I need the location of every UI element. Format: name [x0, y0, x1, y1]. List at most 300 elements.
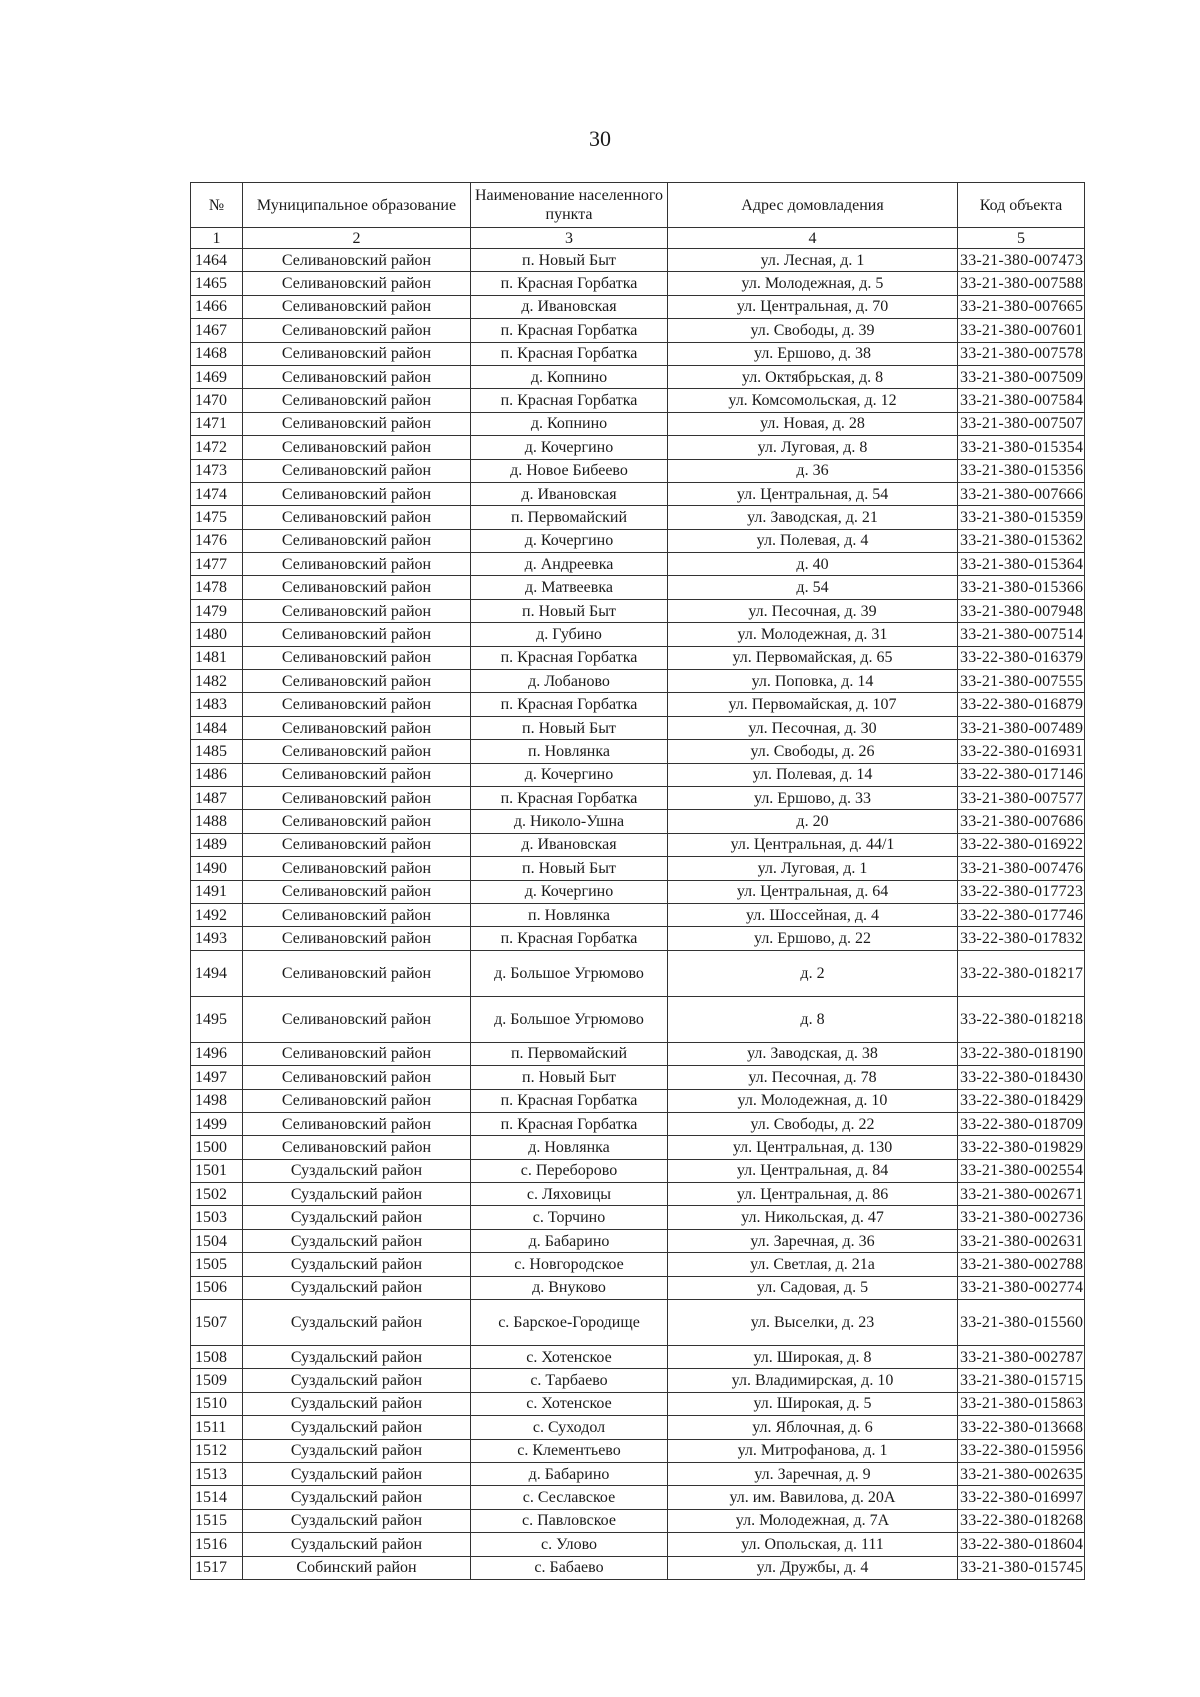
header-settlement: Наименование населенного пункта [471, 183, 668, 228]
object-code-cell: 33-22-380-016997 [958, 1486, 1085, 1509]
settlement-cell: с. Бабаево [471, 1556, 668, 1579]
settlement-cell: д. Бабарино [471, 1229, 668, 1252]
address-cell: ул. Центральная, д. 70 [668, 295, 958, 318]
object-code-cell: 33-22-380-015956 [958, 1439, 1085, 1462]
settlement-cell: д. Копнино [471, 365, 668, 388]
municipality-cell: Селивановский район [243, 576, 471, 599]
municipality-cell: Селивановский район [243, 1066, 471, 1089]
table-row [191, 389, 1085, 412]
municipality-cell: Селивановский район [243, 1136, 471, 1159]
object-code-cell: 33-21-380-015362 [958, 529, 1085, 552]
row-number: 1466 [191, 295, 243, 318]
row-number: 1474 [191, 482, 243, 505]
settlement-cell: д. Внуково [471, 1276, 668, 1299]
object-code-cell: 33-21-380-002774 [958, 1276, 1085, 1299]
municipality-cell: Селивановский район [243, 880, 471, 903]
address-cell: ул. Центральная, д. 44/1 [668, 833, 958, 856]
row-number: 1502 [191, 1183, 243, 1206]
settlement-cell: д. Ивановская [471, 295, 668, 318]
municipality-cell: Селивановский район [243, 342, 471, 365]
row-number: 1499 [191, 1112, 243, 1135]
table-row [191, 833, 1085, 856]
settlement-cell: п. Новый Быт [471, 599, 668, 622]
municipality-cell: Селивановский район [243, 436, 471, 459]
settlement-cell: д. Лобаново [471, 670, 668, 693]
row-number: 1514 [191, 1486, 243, 1509]
address-cell: ул. Ершово, д. 22 [668, 927, 958, 950]
row-number: 1485 [191, 740, 243, 763]
address-cell: ул. Светлая, д. 21а [668, 1253, 958, 1276]
address-cell: ул. Центральная, д. 86 [668, 1183, 958, 1206]
settlement-cell: п. Красная Горбатка [471, 342, 668, 365]
object-code-cell: 33-21-380-002788 [958, 1253, 1085, 1276]
table-row [191, 646, 1085, 669]
settlement-cell: п. Новлянка [471, 903, 668, 926]
address-cell: ул. Заречная, д. 9 [668, 1462, 958, 1485]
municipality-cell: Селивановский район [243, 459, 471, 482]
table-row [191, 880, 1085, 903]
municipality-cell: Селивановский район [243, 1112, 471, 1135]
table-row [191, 1159, 1085, 1182]
municipality-cell: Суздальский район [243, 1159, 471, 1182]
row-number: 1464 [191, 249, 243, 272]
address-cell: д. 8 [668, 996, 958, 1042]
municipality-cell: Селивановский район [243, 272, 471, 295]
table-row [191, 365, 1085, 388]
municipality-cell: Селивановский район [243, 693, 471, 716]
row-number: 1490 [191, 857, 243, 880]
table-row [191, 670, 1085, 693]
table-row [191, 1112, 1085, 1135]
table-row [191, 1392, 1085, 1415]
address-cell: д. 2 [668, 950, 958, 996]
column-number: 3 [471, 228, 668, 249]
municipality-cell: Собинский район [243, 1556, 471, 1579]
address-cell: ул. Владимирская, д. 10 [668, 1369, 958, 1392]
table-row [191, 1089, 1085, 1112]
object-code-cell: 33-21-380-015560 [958, 1300, 1085, 1346]
settlement-cell: п. Красная Горбатка [471, 646, 668, 669]
municipality-cell: Суздальский район [243, 1416, 471, 1439]
table-row [191, 249, 1085, 272]
settlement-cell: д. Кочергино [471, 436, 668, 459]
settlement-cell: д. Новлянка [471, 1136, 668, 1159]
table-row [191, 1253, 1085, 1276]
table-row [191, 1042, 1085, 1065]
row-number: 1501 [191, 1159, 243, 1182]
settlement-cell: п. Красная Горбатка [471, 786, 668, 809]
object-code-cell: 33-21-380-007489 [958, 716, 1085, 739]
address-cell: ул. Песочная, д. 30 [668, 716, 958, 739]
table-row [191, 740, 1085, 763]
settlement-cell: д. Большое Угрюмово [471, 996, 668, 1042]
row-number: 1465 [191, 272, 243, 295]
object-code-cell: 33-22-380-018268 [958, 1509, 1085, 1532]
settlement-cell: с. Клементьево [471, 1439, 668, 1462]
table-row [191, 857, 1085, 880]
municipality-cell: Селивановский район [243, 506, 471, 529]
settlement-cell: п. Красная Горбатка [471, 927, 668, 950]
table-row [191, 342, 1085, 365]
object-code-cell: 33-21-380-007509 [958, 365, 1085, 388]
table-row [191, 693, 1085, 716]
table-row [191, 1369, 1085, 1392]
row-number: 1508 [191, 1346, 243, 1369]
municipality-cell: Селивановский район [243, 482, 471, 505]
table-body [191, 249, 1085, 1580]
table-row [191, 786, 1085, 809]
row-number: 1472 [191, 436, 243, 459]
header-municipality: Муниципальное образование [243, 183, 471, 228]
table-row [191, 763, 1085, 786]
address-cell: ул. Садовая, д. 5 [668, 1276, 958, 1299]
object-code-cell: 33-21-380-007555 [958, 670, 1085, 693]
municipality-cell: Селивановский район [243, 1089, 471, 1112]
table-row [191, 1066, 1085, 1089]
address-cell: ул. Песочная, д. 39 [668, 599, 958, 622]
settlement-cell: п. Новый Быт [471, 249, 668, 272]
object-code-cell: 33-22-380-016922 [958, 833, 1085, 856]
municipality-cell: Суздальский район [243, 1462, 471, 1485]
object-code-cell: 33-22-380-016879 [958, 693, 1085, 716]
municipality-cell: Селивановский район [243, 903, 471, 926]
settlement-cell: п. Красная Горбатка [471, 693, 668, 716]
object-code-cell: 33-21-380-007588 [958, 272, 1085, 295]
municipality-cell: Суздальский район [243, 1392, 471, 1415]
settlement-cell: д. Андреевка [471, 553, 668, 576]
table-row [191, 412, 1085, 435]
address-cell: ул. Песочная, д. 78 [668, 1066, 958, 1089]
address-cell: ул. Никольская, д. 47 [668, 1206, 958, 1229]
object-code-cell: 33-22-380-017746 [958, 903, 1085, 926]
object-code-cell: 33-22-380-017723 [958, 880, 1085, 903]
address-cell: ул. Луговая, д. 8 [668, 436, 958, 459]
settlement-cell: д. Ивановская [471, 482, 668, 505]
row-number: 1489 [191, 833, 243, 856]
settlement-cell: д. Ивановская [471, 833, 668, 856]
row-number: 1468 [191, 342, 243, 365]
object-code-cell: 33-22-380-018218 [958, 996, 1085, 1042]
column-number: 1 [191, 228, 243, 249]
address-cell: ул. Поповка, д. 14 [668, 670, 958, 693]
settlement-cell: п. Новый Быт [471, 857, 668, 880]
object-code-cell: 33-22-380-018604 [958, 1533, 1085, 1556]
table-row [191, 1533, 1085, 1556]
settlement-cell: д. Матвеевка [471, 576, 668, 599]
row-number: 1483 [191, 693, 243, 716]
object-code-cell: 33-21-380-015715 [958, 1369, 1085, 1392]
municipality-cell: Селивановский район [243, 740, 471, 763]
table-row [191, 1136, 1085, 1159]
row-number: 1505 [191, 1253, 243, 1276]
municipality-cell: Суздальский район [243, 1439, 471, 1462]
settlement-cell: п. Красная Горбатка [471, 389, 668, 412]
municipality-cell: Селивановский район [243, 646, 471, 669]
settlement-cell: д. Кочергино [471, 763, 668, 786]
settlement-cell: п. Красная Горбатка [471, 1089, 668, 1112]
object-code-cell: 33-21-380-007584 [958, 389, 1085, 412]
settlement-cell: д. Николо-Ушна [471, 810, 668, 833]
row-number: 1498 [191, 1089, 243, 1112]
header-address: Адрес домовладения [668, 183, 958, 228]
table-row [191, 529, 1085, 552]
municipality-cell: Селивановский район [243, 996, 471, 1042]
municipality-cell: Селивановский район [243, 670, 471, 693]
table-row [191, 1416, 1085, 1439]
row-number: 1473 [191, 459, 243, 482]
object-code-cell: 33-21-380-002787 [958, 1346, 1085, 1369]
address-cell: ул. Заводская, д. 38 [668, 1042, 958, 1065]
object-code-cell: 33-22-380-018217 [958, 950, 1085, 996]
table-row [191, 553, 1085, 576]
table-row [191, 272, 1085, 295]
address-cell: ул. Широкая, д. 8 [668, 1346, 958, 1369]
row-number: 1470 [191, 389, 243, 412]
row-number: 1475 [191, 506, 243, 529]
address-cell: ул. Шоссейная, д. 4 [668, 903, 958, 926]
row-number: 1513 [191, 1462, 243, 1485]
object-code-cell: 33-22-380-017832 [958, 927, 1085, 950]
municipality-cell: Селивановский район [243, 810, 471, 833]
object-code-cell: 33-21-380-002671 [958, 1183, 1085, 1206]
row-number: 1476 [191, 529, 243, 552]
settlement-cell: с. Сеславское [471, 1486, 668, 1509]
municipality-cell: Селивановский район [243, 319, 471, 342]
address-cell: ул. Широкая, д. 5 [668, 1392, 958, 1415]
settlement-cell: с. Барское-Городище [471, 1300, 668, 1346]
address-cell: ул. Молодежная, д. 7А [668, 1509, 958, 1532]
row-number: 1471 [191, 412, 243, 435]
address-cell: д. 36 [668, 459, 958, 482]
address-cell: ул. Выселки, д. 23 [668, 1300, 958, 1346]
row-number: 1479 [191, 599, 243, 622]
address-cell: д. 54 [668, 576, 958, 599]
object-code-cell: 33-21-380-015863 [958, 1392, 1085, 1415]
table-row [191, 1509, 1085, 1532]
header-number: № [191, 183, 243, 228]
settlement-cell: д. Большое Угрюмово [471, 950, 668, 996]
header-row [191, 183, 1085, 228]
table-row [191, 810, 1085, 833]
address-cell: ул. Центральная, д. 130 [668, 1136, 958, 1159]
row-number: 1510 [191, 1392, 243, 1415]
table-row [191, 623, 1085, 646]
table-row [191, 1206, 1085, 1229]
settlement-cell: д. Новое Бибеево [471, 459, 668, 482]
household-registry-table [190, 182, 1085, 1580]
address-cell: ул. Свободы, д. 22 [668, 1112, 958, 1135]
municipality-cell: Селивановский район [243, 389, 471, 412]
table-row [191, 1486, 1085, 1509]
municipality-cell: Селивановский район [243, 412, 471, 435]
header-object-code: Код объекта [958, 183, 1085, 228]
table-row [191, 576, 1085, 599]
address-cell: ул. Заводская, д. 21 [668, 506, 958, 529]
municipality-cell: Селивановский район [243, 833, 471, 856]
municipality-cell: Селивановский район [243, 529, 471, 552]
municipality-cell: Селивановский район [243, 786, 471, 809]
row-number: 1493 [191, 927, 243, 950]
municipality-cell: Суздальский район [243, 1229, 471, 1252]
object-code-cell: 33-21-380-007601 [958, 319, 1085, 342]
municipality-cell: Суздальский район [243, 1509, 471, 1532]
object-code-cell: 33-22-380-016379 [958, 646, 1085, 669]
row-number: 1517 [191, 1556, 243, 1579]
object-code-cell: 33-21-380-007665 [958, 295, 1085, 318]
table-row [191, 459, 1085, 482]
table-row [191, 506, 1085, 529]
object-code-cell: 33-21-380-007948 [958, 599, 1085, 622]
column-number-row [191, 228, 1085, 249]
table-row [191, 1229, 1085, 1252]
municipality-cell: Селивановский район [243, 623, 471, 646]
address-cell: ул. Молодежная, д. 5 [668, 272, 958, 295]
row-number: 1486 [191, 763, 243, 786]
settlement-cell: п. Красная Горбатка [471, 272, 668, 295]
row-number: 1512 [191, 1439, 243, 1462]
object-code-cell: 33-21-380-015745 [958, 1556, 1085, 1579]
row-number: 1515 [191, 1509, 243, 1532]
page-number: 30 [589, 126, 611, 151]
row-number: 1492 [191, 903, 243, 926]
municipality-cell: Селивановский район [243, 295, 471, 318]
row-number: 1477 [191, 553, 243, 576]
table-row [191, 1439, 1085, 1462]
row-number: 1494 [191, 950, 243, 996]
address-cell: ул. Луговая, д. 1 [668, 857, 958, 880]
table-row [191, 295, 1085, 318]
municipality-cell: Суздальский район [243, 1276, 471, 1299]
object-code-cell: 33-21-380-007686 [958, 810, 1085, 833]
address-cell: ул. Центральная, д. 64 [668, 880, 958, 903]
table-row [191, 1462, 1085, 1485]
settlement-cell: п. Первомайский [471, 1042, 668, 1065]
settlement-cell: с. Переборово [471, 1159, 668, 1182]
object-code-cell: 33-21-380-002554 [958, 1159, 1085, 1182]
object-code-cell: 33-22-380-018709 [958, 1112, 1085, 1135]
address-cell: ул. Первомайская, д. 65 [668, 646, 958, 669]
object-code-cell: 33-21-380-007507 [958, 412, 1085, 435]
table-row [191, 1346, 1085, 1369]
settlement-cell: с. Суходол [471, 1416, 668, 1439]
settlement-cell: д. Кочергино [471, 880, 668, 903]
row-number: 1497 [191, 1066, 243, 1089]
address-cell: ул. Полевая, д. 4 [668, 529, 958, 552]
municipality-cell: Селивановский район [243, 249, 471, 272]
municipality-cell: Селивановский район [243, 553, 471, 576]
object-code-cell: 33-22-380-013668 [958, 1416, 1085, 1439]
settlement-cell: д. Кочергино [471, 529, 668, 552]
address-cell: ул. Свободы, д. 26 [668, 740, 958, 763]
settlement-cell: с. Павловское [471, 1509, 668, 1532]
table-row [191, 482, 1085, 505]
object-code-cell: 33-21-380-015366 [958, 576, 1085, 599]
object-code-cell: 33-22-380-018430 [958, 1066, 1085, 1089]
municipality-cell: Селивановский район [243, 950, 471, 996]
address-cell: ул. Яблочная, д. 6 [668, 1416, 958, 1439]
municipality-cell: Суздальский район [243, 1369, 471, 1392]
object-code-cell: 33-22-380-017146 [958, 763, 1085, 786]
row-number: 1509 [191, 1369, 243, 1392]
municipality-cell: Селивановский район [243, 927, 471, 950]
settlement-cell: с. Тарбаево [471, 1369, 668, 1392]
object-code-cell: 33-21-380-002736 [958, 1206, 1085, 1229]
address-cell: ул. Ершово, д. 33 [668, 786, 958, 809]
address-cell: ул. Лесная, д. 1 [668, 249, 958, 272]
table-row [191, 950, 1085, 996]
table-row [191, 1276, 1085, 1299]
object-code-cell: 33-21-380-015359 [958, 506, 1085, 529]
settlement-cell: с. Ляховицы [471, 1183, 668, 1206]
row-number: 1469 [191, 365, 243, 388]
settlement-cell: п. Новый Быт [471, 1066, 668, 1089]
address-cell: ул. Свободы, д. 39 [668, 319, 958, 342]
row-number: 1507 [191, 1300, 243, 1346]
municipality-cell: Селивановский район [243, 599, 471, 622]
table-row [191, 1183, 1085, 1206]
settlement-cell: с. Хотенское [471, 1346, 668, 1369]
municipality-cell: Суздальский район [243, 1533, 471, 1556]
settlement-cell: п. Первомайский [471, 506, 668, 529]
row-number: 1504 [191, 1229, 243, 1252]
address-cell: ул. Молодежная, д. 10 [668, 1089, 958, 1112]
settlement-cell: п. Новлянка [471, 740, 668, 763]
object-code-cell: 33-21-380-007476 [958, 857, 1085, 880]
object-code-cell: 33-22-380-019829 [958, 1136, 1085, 1159]
table-row [191, 927, 1085, 950]
row-number: 1482 [191, 670, 243, 693]
municipality-cell: Суздальский район [243, 1206, 471, 1229]
municipality-cell: Селивановский район [243, 1042, 471, 1065]
object-code-cell: 33-22-380-018429 [958, 1089, 1085, 1112]
municipality-cell: Селивановский район [243, 857, 471, 880]
address-cell: ул. Центральная, д. 54 [668, 482, 958, 505]
row-number: 1496 [191, 1042, 243, 1065]
address-cell: ул. Митрофанова, д. 1 [668, 1439, 958, 1462]
address-cell: ул. Опольская, д. 111 [668, 1533, 958, 1556]
address-cell: ул. им. Вавилова, д. 20А [668, 1486, 958, 1509]
column-number: 2 [243, 228, 471, 249]
address-cell: ул. Ершово, д. 38 [668, 342, 958, 365]
row-number: 1478 [191, 576, 243, 599]
object-code-cell: 33-22-380-016931 [958, 740, 1085, 763]
table-row [191, 599, 1085, 622]
address-cell: ул. Дружбы, д. 4 [668, 1556, 958, 1579]
row-number: 1516 [191, 1533, 243, 1556]
municipality-cell: Суздальский район [243, 1346, 471, 1369]
address-cell: д. 40 [668, 553, 958, 576]
row-number: 1488 [191, 810, 243, 833]
table-row [191, 1556, 1085, 1579]
object-code-cell: 33-21-380-015364 [958, 553, 1085, 576]
object-code-cell: 33-21-380-007577 [958, 786, 1085, 809]
row-number: 1495 [191, 996, 243, 1042]
row-number: 1481 [191, 646, 243, 669]
object-code-cell: 33-21-380-015354 [958, 436, 1085, 459]
table-row [191, 716, 1085, 739]
address-cell: ул. Новая, д. 28 [668, 412, 958, 435]
settlement-cell: с. Улово [471, 1533, 668, 1556]
table-row [191, 996, 1085, 1042]
object-code-cell: 33-21-380-007473 [958, 249, 1085, 272]
column-number: 5 [958, 228, 1085, 249]
object-code-cell: 33-21-380-002631 [958, 1229, 1085, 1252]
column-number: 4 [668, 228, 958, 249]
address-cell: ул. Комсомольская, д. 12 [668, 389, 958, 412]
row-number: 1484 [191, 716, 243, 739]
address-cell: д. 20 [668, 810, 958, 833]
settlement-cell: п. Красная Горбатка [471, 319, 668, 342]
